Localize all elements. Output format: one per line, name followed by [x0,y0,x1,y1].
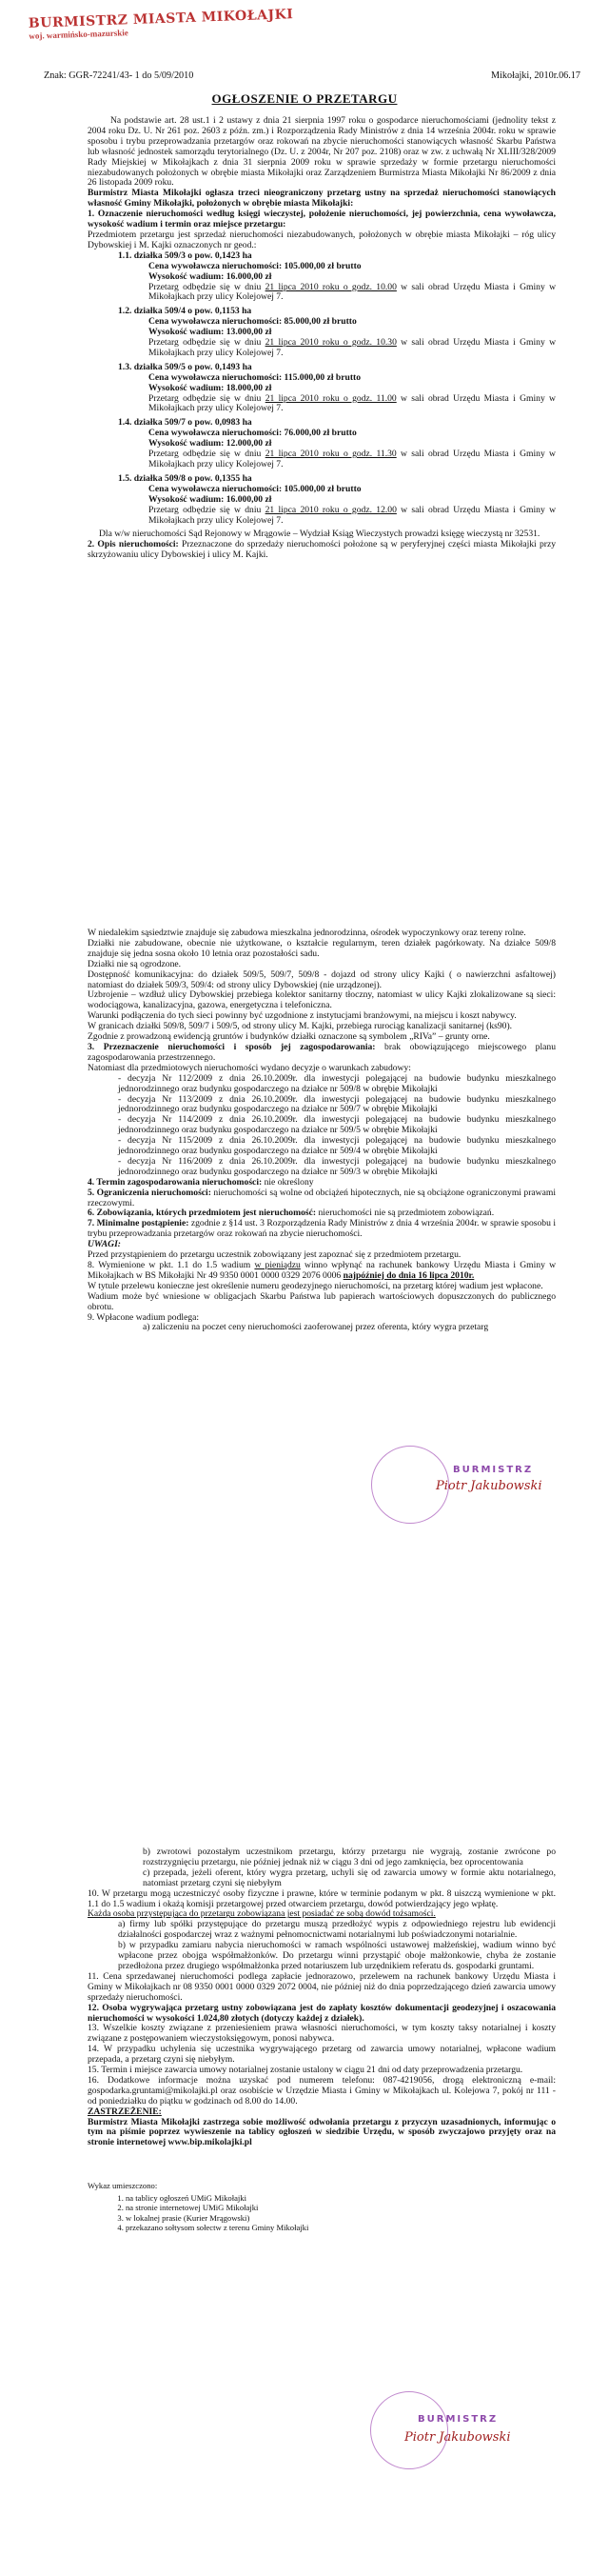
decisions-list [118,1074,556,1178]
decision-item: - decyzja Nr 112/2009 z dnia 26.10.2009r. dla inwestycji polegającej na budowie budynku mieszkalnego jednorodzinnego oraz budynku gospodarczego na działce nr 509/8 w obrębie Mikołajki [118,1072,556,1094]
handwritten-signature: Piotr Jakubowski [404,2430,511,2445]
lot-term: Przetarg odbędzie się w dniu 21 lipca 2010 roku o godz. 12.00 w sali obrad Urzędu Miasta i Gminy w Mikołajkach przy ulicy Kolejowej 7. [148,504,556,526]
lot-item [118,418,556,474]
lot-deposit: Wysokość wadium: 12.000,00 zł [148,438,272,449]
lot-label: 1.4. działka 509/7 o pow. 0,0983 ha [118,417,252,429]
lot-label: 1.3. działka 509/5 o pow. 0,1493 ha [118,361,252,372]
section-9-a: a) zaliczeniu na poczet ceny nieruchomości zaoferowanej przez oferenta, który wygra przetarg [143,1322,489,1333]
section-15: 15. Termin i miejsce zawarcia umowy notarialnej zostanie ustalony w ciągu 21 dni od daty przeprowadzenia przetargu. [88,2065,523,2076]
page-2-body [88,929,556,1333]
mayor-signature [379,1465,542,1493]
paragraph: Zgodnie z prowadzoną ewidencją gruntów i budynków działki oznaczone są symbolem „RIVa” – grunty orne. [88,1031,490,1043]
identity-b: b) w przypadku zamiaru nabycia nieruchomości w ramach wspólności ustawowej małżeńskiej, wadium winno być wpłacone przez obojga współmałżonków. Do przetargu winni przystąpić oboje małżonkowie, chyba że zostanie przedłożona przez drugiego współmałżonka przed notariuszem lub urzędnikiem referatu ds. gospodarki gruntami. [118,1940,556,1971]
lot-item [118,307,556,363]
section-16: 16. Dodatkowe informacje można uzyskać pod numerem telefonu: 087-4219056, drogą elektroniczną e-mail: gospodarka.gruntami@mikolajki.pl oraz osobiście w Urzędzie Miasta i Gminy w Mikołajkach ul. Kolejowa 7, pokój nr 111 - od poniedziałku do piątku w godzinach od 8.00 do 14.00. [88,2074,556,2107]
section-9-c: c) przepada, jeżeli oferent, który wygra przetarg, uchyli się od zawarcia umowy w formie aktu notarialnego, natomiast przetarg czyni się niebyłym [143,1867,556,1888]
handwritten-signature: Piotr Jakubowski [436,1479,542,1493]
round-seal [370,2391,448,2469]
lot-item [118,251,556,308]
paragraph: Działki nie zabudowane, obecnie nie użytkowane, o kształcie regularnym, teren działek pagórkowaty. Na działce 509/8 znajduje się jedna sosna około 10 letnia oraz pozostałości sadu. [88,937,556,959]
paragraph: Działki nie są ogrodzone. [88,958,182,969]
page-1 [0,0,609,857]
lot-deposit: Wysokość wadium: 18.000,00 zł [148,382,272,393]
lot-item [118,363,556,419]
posting-list [88,2193,556,2232]
lot-deposit: Wysokość wadium: 16.000,00 zł [148,493,272,505]
stamp-line-2: woj. warmińsko-mazurskie [29,28,128,41]
section-7: 7. Minimalne postąpienie: zgodnie z §14 ust. 3 Rozporządzenia Rady Ministrów z dnia 4 września 2004r. w sprawie sposobu i trybu przeprowadzania przetargów oraz rokowań na zbycie nieruchomości. [88,1218,556,1240]
lots-list [88,251,556,530]
section-3-text: Natomiast dla przedmiotowych nieruchomości wydano decyzje o warunkach zabudowy: [88,1062,411,1073]
section-1-text: Przedmiotem przetargu jest sprzedaż nieruchomości niezabudowanych, położonych w obrębie miasta Mikołajki – róg ulicy Dybowskiej i M. Kajki oznaczonych nr geod.: [88,229,556,250]
decision-item: - decyzja Nr 114/2009 z dnia 26.10.2009r. dla inwestycji polegającej na budowie budynku mieszkalnego jednorodzinnego oraz budynku gospodarczego na działce nr 509/5 w obrębie Mikołajki [118,1114,556,1136]
decision-item: - decyzja Nr 116/2009 z dnia 26.10.2009r. dla inwestycji polegającej na budowie budynku mieszkalnego jednorodzinnego oraz budynku gospodarczego na działce nr 509/3 w obrębie Mikołajki [118,1155,556,1177]
lot-label: 1.1. działka 509/3 o pow. 0,1423 ha [118,250,252,261]
lot-term: Przetarg odbędzie się w dniu 21 lipca 2010 roku o godz. 10.00 w sali obrad Urzędu Miasta i Gminy w Mikołajkach przy ulicy Kolejowej 7. [148,281,556,303]
identity-note: Każda osoba przystępująca do przetargu zobowiązana jest posiadać ze sobą dowód tożsamości. [88,1908,436,1920]
lot-label: 1.5. działka 509/8 o pow. 0,1355 ha [118,472,252,484]
remarks-text: Przed przystąpieniem do przetargu uczestnik zobowiązany jest zapoznać się z przedmiotem przetargu. [88,1249,462,1261]
document-title: OGŁOSZENIE O PRZETARGU [211,91,398,106]
lot-term: Przetarg odbędzie się w dniu 21 lipca 2010 roku o godz. 11.30 w sali obrad Urzędu Miasta i Gminy w Mikołajkach przy ulicy Kolejowej 7. [148,449,556,469]
stamp-line-1: BURMISTRZ MIASTA MIKOŁAJKI [28,7,294,31]
reference-number: Znak: GGR-72241/43- 1 do 5/09/2010 [44,70,194,81]
section-12: 12. Osoba wygrywająca przetarg ustny zobowiązana jest do zapłaty kosztów dokumentacji geodezyjnej i oszacowania nieruchomości w wysokości 1.024,80 złotych (dotyczy każdej z działek). [88,2002,556,2024]
lot-price: Cena wywoławcza nieruchomości: 105.000,00 zł brutto [148,483,362,494]
reservation-heading: ZASTRZEŻENIE: [88,2106,162,2117]
section-13: 13. Wszelkie koszty związane z przeniesieniem prawa własności nieruchomości, w tym koszty taksy notarialnej i koszty związane z postępowaniem wieczystoksięgowym, ponosi nabywca. [88,2023,556,2045]
remarks-heading: UWAGI: [88,1239,122,1250]
paragraph: W granicach działki 509/8, 509/7 i 509/5, od strony ulicy M. Kajki, przebiega rurociąg kanalizacji sanitarnej (ks90). [88,1021,513,1032]
section-10: 10. W przetargu mogą uczestniczyć osoby fizyczne i prawne, które w terminie podanym w pkt. 8 uiszczą wymienione w pkt. 1.1 do 1.5 wadium i okażą komisji przetargowej przed otwarciem przetargu, dowód potwierdzający jego wpłatę. [88,1887,556,1909]
decision-item: - decyzja Nr 115/2009 z dnia 26.10.2009r. dla inwestycji polegającej na budowie budynku mieszkalnego jednorodzinnego oraz budynku gospodarczego na działce nr 509/4 w obrębie Mikołajki [118,1135,556,1157]
signature-title: BURMISTRZ [453,1465,534,1475]
identity-a: a) firmy lub spółki przystępujące do przetargu muszą przedłożyć wypis z odpowiedniego rejestru lub ewidencji działalności gospodarczej wraz z ważnymi pełnomocnictwami notarialnymi lub poświadczonymi notarialnie. [118,1919,556,1941]
section-14: 14. W przypadku uchylenia się uczestnika wygrywającego przetarg od zawarcia umowy notarialnej, wpłacone wadium przepada, a przetarg czyni się niebyłym. [88,2044,556,2066]
posting-item: 3. w lokalnej prasie (Kurier Mrągowski) [126,2213,556,2223]
section-8-note-2: Wadium może być wniesione w obligacjach Skarbu Państwa lub papierach wartościowych dopuszczonych do publicznego obrotu. [88,1290,556,1312]
paragraph: Uzbrojenie – wzdłuż ulicy Dybowskiej przebiega kolektor sanitarny tłoczny, natomiast w ulicy Kajki zlokalizowane są sieci: wodociągowa, kanalizacyjna, gazowa, energetyczna i telefoniczna. [88,989,556,1011]
lot-price: Cena wywoławcza nieruchomości: 115.000,00 zł brutto [148,371,362,383]
section-9: 9. Wpłacone wadium podlega: [88,1311,200,1323]
lot-label: 1.2. działka 509/4 o pow. 0,1153 ha [118,306,252,317]
lot-price: Cena wywoławcza nieruchomości: 105.000,00 zł brutto [148,260,362,271]
intro-paragraph: Na podstawie art. 28 ust.1 i 2 ustawy z dnia 21 sierpnia 1997 roku o gospodarce nieruchomościami (jednolity tekst z 2004 roku Dz. U. Nr 261 poz. 2603 z późn. zm.) i Rozporządzenia Rady Ministrów z dnia 14 września 2004r. roku w sprawie sposobu i trybu przeprowadzania przetargów oraz rokowań na zbycie nieruchomości stanowiących własność Skarbu Państwa lub własność jednostek samorządu terytorialnego (Dz. U. z 2004r, Nr 207 poz. 2108) oraz w zw. z uchwałą Nr XLIII/328/2009 Rady Miejskiej w Mikołajkach z dnia 31 sierpnia 2009 roku w sprawie sprzedaży w formie przetargu nieruchomości niezabudowanych położonych w obrębie miasta Mikołajki oraz Zarządzeniem Burmistrza Miasta Mikołajki Nr 86/2009 z dnia 26 listopada 2009 roku. [88,115,556,189]
section-3: 3. Przeznaczenie nieruchomości i sposób jej zagospodarowania: brak obowiązującego miejscowego planu zagospodarowania przestrzennego. [88,1041,556,1063]
paragraph: Warunki podłączenia do tych sieci powinny być uzgodnione z instytucjami branżowymi, na miejscu i koszt nabywcy. [88,1010,517,1022]
reservation-text: Burmistrz Miasta Mikołajki zastrzega sobie możliwość odwołania przetargu z przyczyn uzasadnionych, informując o tym na piśmie poprzez wywieszenie na tablicy ogłoszeń w siedzibie Urzędu, w sposób zwyczajowo przyjęty oraz na stronie internetowej www.bip.mikolajki.pl [88,2116,556,2148]
page-1-body [88,116,556,561]
decision-item: - decyzja Nr 113/2009 z dnia 26.10.2009r. dla inwestycji polegającej na budowie budynku mieszkalnego jednorodzinnego oraz budynku gospodarczego na działce nr 509/7 w obrębie Mikołajki [118,1093,556,1115]
page-2 [0,857,609,1714]
lot-deposit: Wysokość wadium: 16.000,00 zł [148,270,272,282]
office-stamp [29,7,294,41]
section-8: 8. Wymienione w pkt. 1.1 do 1.5 wadium w pieniądzu winno wpłynąć na rachunek bankowy Urzędu Miasta i Gminy w Mikołajkach w BS Mikołajki Nr 49 9350 0001 0000 0329 2076 0006 najpóźniej do dnia 16 lipca 2010r. [88,1260,556,1281]
section-4: 4. Termin zagospodarowania nieruchomości: nie określony [88,1176,314,1188]
section-9-b: b) zwrotowi pozostałym uczestnikom przetargu, którzy przetargu nie wygrają, zostanie zwrócone po rozstrzygnięciu przetargu, nie później jednak niż w ciągu 3 dni od jego zamknięcia, bez oprocentowania [143,1847,556,1867]
paragraph: W niedalekim sąsiedztwie znajduje się zabudowa mieszkalna jednorodzinna, ośrodek wypoczynkowy oraz tereny rolne. [88,928,526,938]
round-seal [371,1446,449,1524]
posting-item: 4. przekazano sołtysom sołectw z terenu Gminy Mikołajki [126,2223,556,2232]
lot-item [118,474,556,530]
section-1-title: 1. Oznaczenie nieruchomości według księgi wieczystej, położenie nieruchomości, jej powierzchnia, cena wywoławcza, wysokość wadium i termin oraz miejsce przetargu: [88,209,556,230]
section-5: 5. Ograniczenia nieruchomości: nieruchomości są wolne od obciążeń hipotecznych, nie są obciążone ograniczonymi prawami rzeczowymi. [88,1187,556,1208]
lot-price: Cena wywoławcza nieruchomości: 76.000,00 zł brutto [148,428,357,439]
section-11: 11. Cena sprzedawanej nieruchomości podlega zapłacie jednorazowo, przelewem na rachunek bankowy Urzędu Miasta i Gminy w Mikołajkach nr 08 9350 0001 0000 0329 2072 0004, nie później niż do dnia poprzedzającego dzień zawarcia umowy sprzedaży nieruchomości. [88,1970,556,2003]
lot-price: Cena wywoławcza nieruchomości: 85.000,00 zł brutto [148,316,357,328]
section-8-note: W tytule przelewu konieczne jest określenie numeru geodezyjnego nieruchomości, na przetarg której wadium jest wpłacone. [88,1280,543,1291]
paragraph: Dostępność komunikacyjna: do działek 509/5, 509/7, 509/8 - dojazd od strony ulicy Kajki ( o nawierzchni asfaltowej) natomiast do działek 509/3, 509/4: od strony ulicy Dybowskiej (nie urządzonej). [88,968,556,990]
posting-list-title: Wykaz umieszczono: [88,2181,158,2191]
place-date: Mikołajki, 2010r.06.17 [491,70,580,81]
lot-term: Przetarg odbędzie się w dniu 21 lipca 2010 roku o godz. 11.00 w sali obrad Urzędu Miasta i Gminy w Mikołajkach przy ulicy Kolejowej 7. [148,392,556,414]
lot-deposit: Wysokość wadium: 13.000,00 zł [148,327,272,338]
section-2: 2. Opis nieruchomości: Przeznaczone do sprzedaży nieruchomości położone są w peryferyjnej części miasta Mikołajki przy skrzyżowaniu ulicy Dybowskiej i ulicy M. Kajki. [88,539,557,561]
posting-item: 1. na tablicy ogłoszeń UMiG Mikołajki [126,2193,556,2203]
page-3 [0,1714,609,2576]
document-header [44,70,580,81]
signature-title: BURMISTRZ [418,2414,499,2425]
announcement: Burmistrz Miasta Mikołajki ogłasza trzeci nieograniczony przetarg ustny na sprzedaż nieruchomości stanowiących własność Gminy Mikołajki, położonych w obrębie miasta Mikołajki: [88,188,556,210]
mayor-signature [376,2414,511,2445]
section-6: 6. Zobowiązania, których przedmiotem jest nieruchomość: nieruchomości nie są przedmiotem zobowiązań. [88,1208,495,1219]
lot-term: Przetarg odbędzie się w dniu 21 lipca 2010 roku o godz. 10.30 w sali obrad Urzędu Miasta i Gminy w Mikołajkach przy ulicy Kolejowej 7. [148,337,556,358]
land-register-note: Dla w/w nieruchomości Sąd Rejonowy w Mrągowie – Wydział Ksiąg Wieczystych prowadzi księgę wieczystą nr 32531. [99,529,540,540]
posting-item: 2. na stronie internetowej UMiG Mikołajki [126,2203,556,2212]
page-3-body [88,1847,556,2232]
